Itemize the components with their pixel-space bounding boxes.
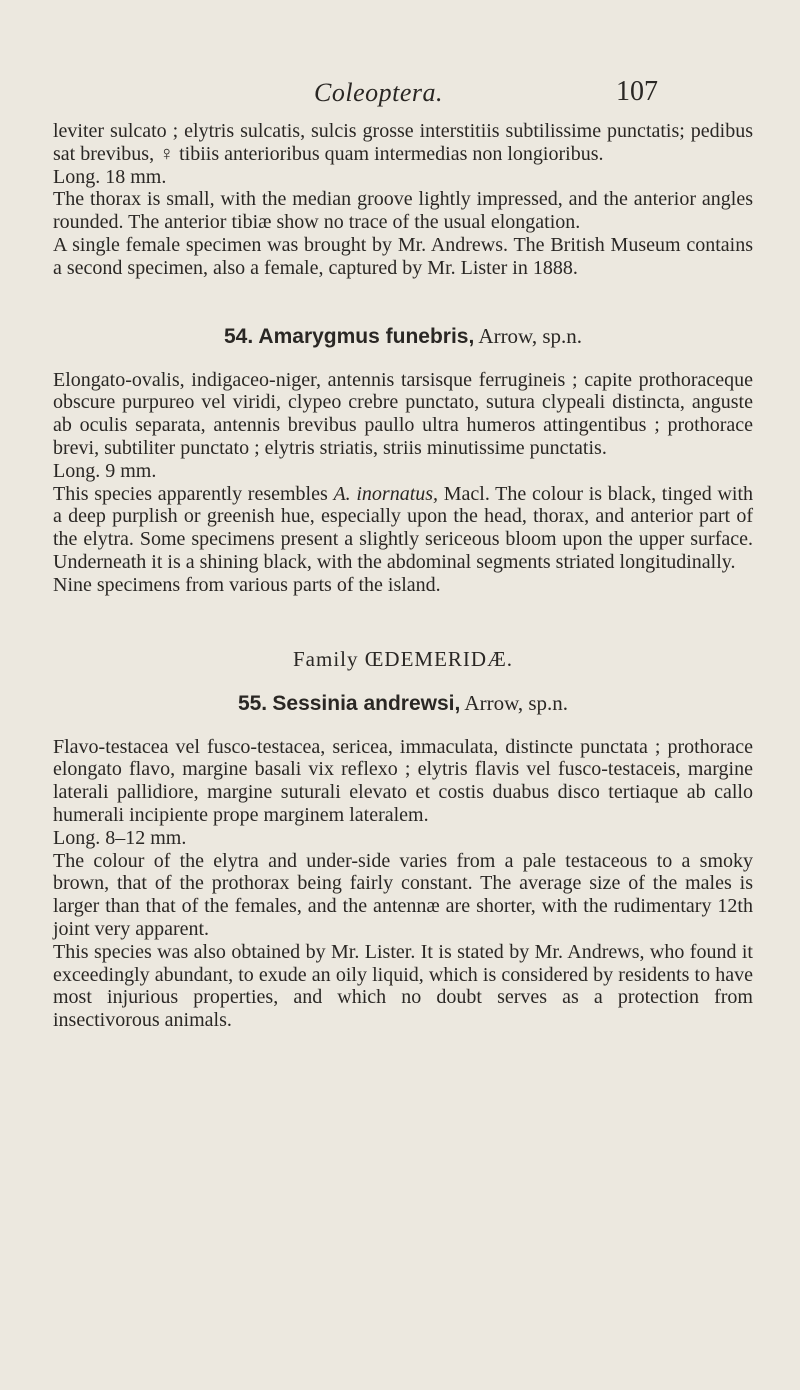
species-author: Arrow, sp.n. <box>474 323 583 348</box>
family-heading: Family ŒDEMERIDÆ. <box>292 646 513 671</box>
species-heading-55 <box>53 691 753 716</box>
page-header <box>0 72 800 112</box>
latin-description: Flavo-testacea vel fusco-testacea, sericea, immaculata, distincte punctata ; prothorace elongato flavo, margine basali vix reflexo ; elytris flavis vel fusco-testaceis, margine laterali pallidiore, margine suturali elevato et costis duabus disco tertiaque ab callo humerali incipiente prope marginem lateralem. <box>53 735 753 826</box>
species-remarks: The colour of the elytra and under-side varies from a pale testaceous to a smoky brown, that of the prothorax being fairly constant. The average size of the males is larger than that of the females, and the antennæ are shorter, with the rudimentary 12th joint very apparent. <box>53 849 753 940</box>
species-name: Sessinia andrewsi, <box>272 691 461 715</box>
species-number: 54. <box>223 324 254 348</box>
species-remarks: The thorax is small, with the median groove lightly impressed, and the anterior angles rounded. The anterior tibiæ show no trace of the usual elongation. <box>53 188 753 234</box>
description-continued: leviter sulcato ; elytris sulcatis, sulcis grosse interstitiis subtilissime punctatis; pedibus sat brevibus, ♀ tibiis anterioribus quam intermedias non longioribus. <box>53 120 753 165</box>
length-measure: Long. 9 mm. <box>53 459 157 482</box>
specimen-notes: This species was also obtained by Mr. Lister. It is stated by Mr. Andrews, who found it exceedingly abundant, to exude an oily liquid, which is considered by residents to have most injurious properties, and which no doubt serves as a protection from insectivorous animals. <box>53 940 753 1032</box>
specimen-notes: A single female specimen was brought by Mr. Andrews. The British Museum contains a second specimen, also a female, captured by Mr. Lister in 1888. <box>53 233 753 279</box>
page-number: 107 <box>616 76 658 107</box>
running-head: Coleoptera. <box>314 78 443 107</box>
species-reference: A. inornatus, <box>333 482 439 505</box>
remarks-text: Macl. The colour is black, tinged with a deep purplish or greenish hue, especially upon the head, thorax, and anterior part of the elytra. Some specimens present a slightly sericeous bloom upon the upper surface. Underneath it is a shining black, with the abdominal segments striated longitudinally. <box>53 482 753 573</box>
species-heading-54 <box>53 324 753 349</box>
species-number: 55. <box>237 691 268 715</box>
length-measure: Long. 18 mm. <box>53 165 167 188</box>
species-remarks <box>53 483 753 574</box>
species-name: Amarygmus funebris, <box>258 324 475 348</box>
page-body <box>53 120 753 1032</box>
specimen-notes: Nine specimens from various parts of the island. <box>53 573 441 596</box>
species-author: Arrow, sp.n. <box>460 690 569 715</box>
length-measure: Long. 8–12 mm. <box>53 826 187 849</box>
remarks-text: This species apparently resembles <box>53 482 334 505</box>
latin-description: Elongato-ovalis, indigaceo-niger, antennis tarsisque ferrugineis ; capite prothoraceque obscure purpureo vel viridi, clypeo crebre punctato, sutura clypeali distincta, anguste ab oculis separata, antennis brevibus paullo ultra humeros attingentibus ; prothorace brevi, subtiliter punctato ; elytris striatis, striis minutissime punctatis. <box>53 368 753 459</box>
